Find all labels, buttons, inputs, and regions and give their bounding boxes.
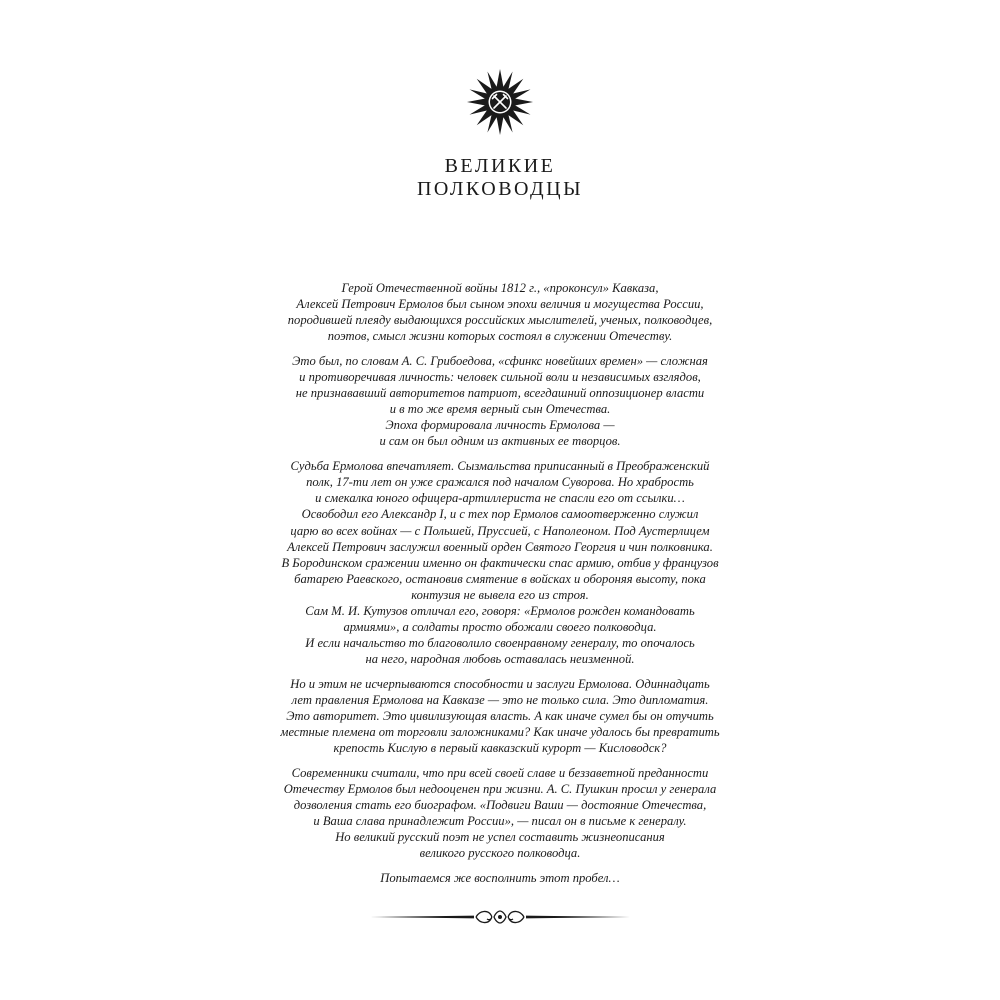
- text-line: Современники считали, что при всей своей славе и беззаветной преданности: [291, 766, 709, 780]
- text-line: Алексей Петрович заслужил военный орден Святого Георгия и чин полковника.: [287, 539, 713, 554]
- paragraph-1: [230, 280, 770, 344]
- decorative-rule-ornament-icon: [370, 905, 630, 929]
- paragraph-5: [230, 765, 770, 862]
- text-line: поэтов, смысл жизни которых состоял в служении Отечеству.: [327, 329, 673, 344]
- text-line: армиями», а солдаты просто обожали своего полководца.: [343, 620, 657, 635]
- text-line: великого русского полководца.: [419, 846, 581, 861]
- text-line: и смекалка юного офицера-артиллериста не спасли его от ссылки…: [315, 491, 685, 506]
- text-line: породившей плеяду выдающихся российских мыслителей, ученых, полководцев,: [287, 313, 713, 328]
- text-line: В Бородинском сражении именно он фактически спас армию, отбив у французов: [281, 555, 719, 570]
- text-line: полк, 17-ти лет он уже сражался под началом Суворова. Но храбрость: [306, 475, 694, 490]
- text-line: Освободил его Александр I, и с тех пор Ермолов самоотверженно служил: [301, 507, 699, 522]
- text-line: и сам он был одним из активных ее творцов.: [379, 434, 621, 449]
- series-title-line-2: ПОЛКОВОДЦЫ: [416, 178, 584, 200]
- text-line: и в то же время верный сын Отечества.: [389, 402, 611, 417]
- text-line: на него, народная любовь оставалась неизменной.: [365, 652, 635, 667]
- text-line: Это авторитет. Это цивилизующая власть. А как иначе сумел бы он отучить: [286, 709, 714, 724]
- text-line: Эпоха формировала личность Ермолова —: [385, 418, 615, 433]
- paragraph-6: [230, 870, 770, 886]
- series-title-line-1: ВЕЛИКИЕ: [444, 155, 556, 177]
- text-line: дозволения стать его биографом. «Подвиги Ваши — достояние Отечества,: [293, 798, 707, 813]
- text-line: и противоречивая личность: человек сильной воли и независимых взглядов,: [299, 370, 701, 385]
- text-line: лет правления Ермолова на Кавказе — это не только сила. Это дипломатия.: [291, 693, 709, 708]
- text-line: Но великий русский поэт не успел составить жизнеописания: [335, 830, 665, 845]
- text-line: Попытаемся же восполнить этот пробел…: [380, 871, 620, 886]
- text-line: Герой Отечественной войны 1812 г., «проконсул» Кавказа,: [341, 281, 659, 295]
- text-line: крепость Кислую в первый кавказский курорт — Кисловодск?: [333, 741, 667, 756]
- text-line: контузия не вывела его из строя.: [411, 587, 589, 602]
- text-line: Отечеству Ермолов был недооценен при жизни. А. С. Пушкин просил у генерала: [283, 782, 717, 797]
- text-line: Алексей Петрович Ермолов был сыном эпохи величия и могущества России,: [296, 297, 704, 312]
- paragraph-4: [230, 676, 770, 756]
- text-line: местные племена от торговли заложниками? Как иначе удалось бы превратить: [280, 725, 720, 740]
- paragraph-3: [230, 458, 770, 667]
- text-line: Это был, по словам А. С. Грибоедова, «сфинкс новейших времен» — сложная: [292, 353, 708, 368]
- paragraph-2: [230, 353, 770, 450]
- text-line: не признававший авторитетов патриот, всегдашний оппозиционер власти: [295, 386, 705, 401]
- text-line: и Ваша слава принадлежит России», — писал он в письме к генералу.: [313, 814, 687, 829]
- text-line: Но и этим не исчерпываются способности и заслуги Ермолова. Одиннадцать: [290, 676, 710, 691]
- order-star-emblem-icon: [466, 68, 534, 136]
- text-line: батарею Раевского, остановив смятение в войсках и обороняя высоту, пока: [294, 571, 706, 586]
- text-line: царю во всех войнах — с Польшей, Пруссией, с Наполеоном. Под Аустерлицем: [290, 523, 710, 538]
- text-line: Сам М. И. Кутузов отличал его, говоря: «Ермолов рожден командовать: [305, 603, 695, 618]
- text-line: И если начальство то благоволило своенравному генералу, то опочалось: [305, 636, 695, 651]
- intro-text: [230, 280, 770, 895]
- text-line: Судьба Ермолова впечатляет. Сызмальства приписанный в Преображенский: [290, 459, 710, 474]
